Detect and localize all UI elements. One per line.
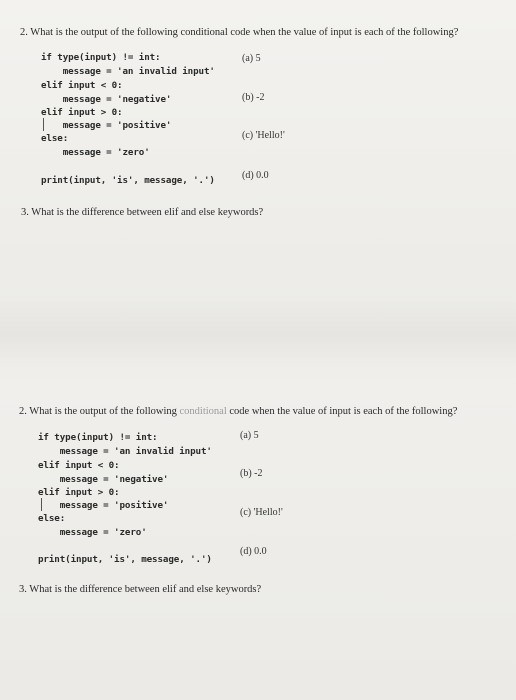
option-b: (b) -2	[242, 92, 265, 103]
code-line-message-zero: message = 'zero'	[41, 147, 150, 158]
option-d: (d) 0.0	[242, 170, 269, 181]
code-line-message-zero: message = 'zero'	[38, 527, 147, 538]
paper-fold-shadow	[0, 300, 516, 370]
question-2-mid: conditional	[179, 406, 227, 417]
code-line-message-invalid: message = 'an invalid input'	[38, 446, 212, 457]
code-line-else: else:	[41, 133, 69, 144]
option-a: (a) 5	[240, 430, 259, 441]
question-2-prefix: 2. What is the output of the following	[19, 406, 180, 417]
question-2-mid: conditional code	[180, 27, 251, 38]
code-line-message-positive: message = 'positive'	[38, 500, 169, 511]
question-2-text	[20, 27, 458, 38]
question-2-prefix: 2. What is the output of the following	[20, 27, 181, 38]
option-a: (a) 5	[242, 53, 261, 64]
code-line-message-negative: message = 'negative'	[41, 94, 172, 105]
code-line-elif-negative: elif input < 0:	[41, 80, 123, 91]
question-2-suffix: code when the value of input is each of the following?	[226, 406, 458, 417]
question-2-suffix: when the value of input is each of the following?	[250, 27, 459, 38]
question-3-text: 3. What is the difference between elif and else keywords?	[19, 584, 262, 595]
code-line-elif-positive: elif input > 0:	[41, 107, 123, 118]
code-line-if: if type(input) != int:	[38, 432, 158, 443]
question-2-text	[19, 406, 457, 417]
code-line-message-positive: message = 'positive'	[41, 120, 172, 131]
code-line-message-negative: message = 'negative'	[38, 474, 169, 485]
code-line-elif-positive: elif input > 0:	[38, 487, 120, 498]
question-3-text: 3. What is the difference between elif and else keywords?	[21, 207, 264, 218]
option-c: (c) 'Hello!'	[242, 130, 285, 141]
code-line-message-invalid: message = 'an invalid input'	[41, 66, 215, 77]
option-c: (c) 'Hello!'	[240, 507, 283, 518]
code-line-if: if type(input) != int:	[41, 52, 161, 63]
option-b: (b) -2	[240, 468, 263, 479]
option-d: (d) 0.0	[240, 546, 267, 557]
code-line-print: print(input, 'is', message, '.')	[41, 175, 215, 186]
code-line-print: print(input, 'is', message, '.')	[38, 554, 212, 565]
code-line-elif-negative: elif input < 0:	[38, 460, 120, 471]
code-line-else: else:	[38, 513, 66, 524]
